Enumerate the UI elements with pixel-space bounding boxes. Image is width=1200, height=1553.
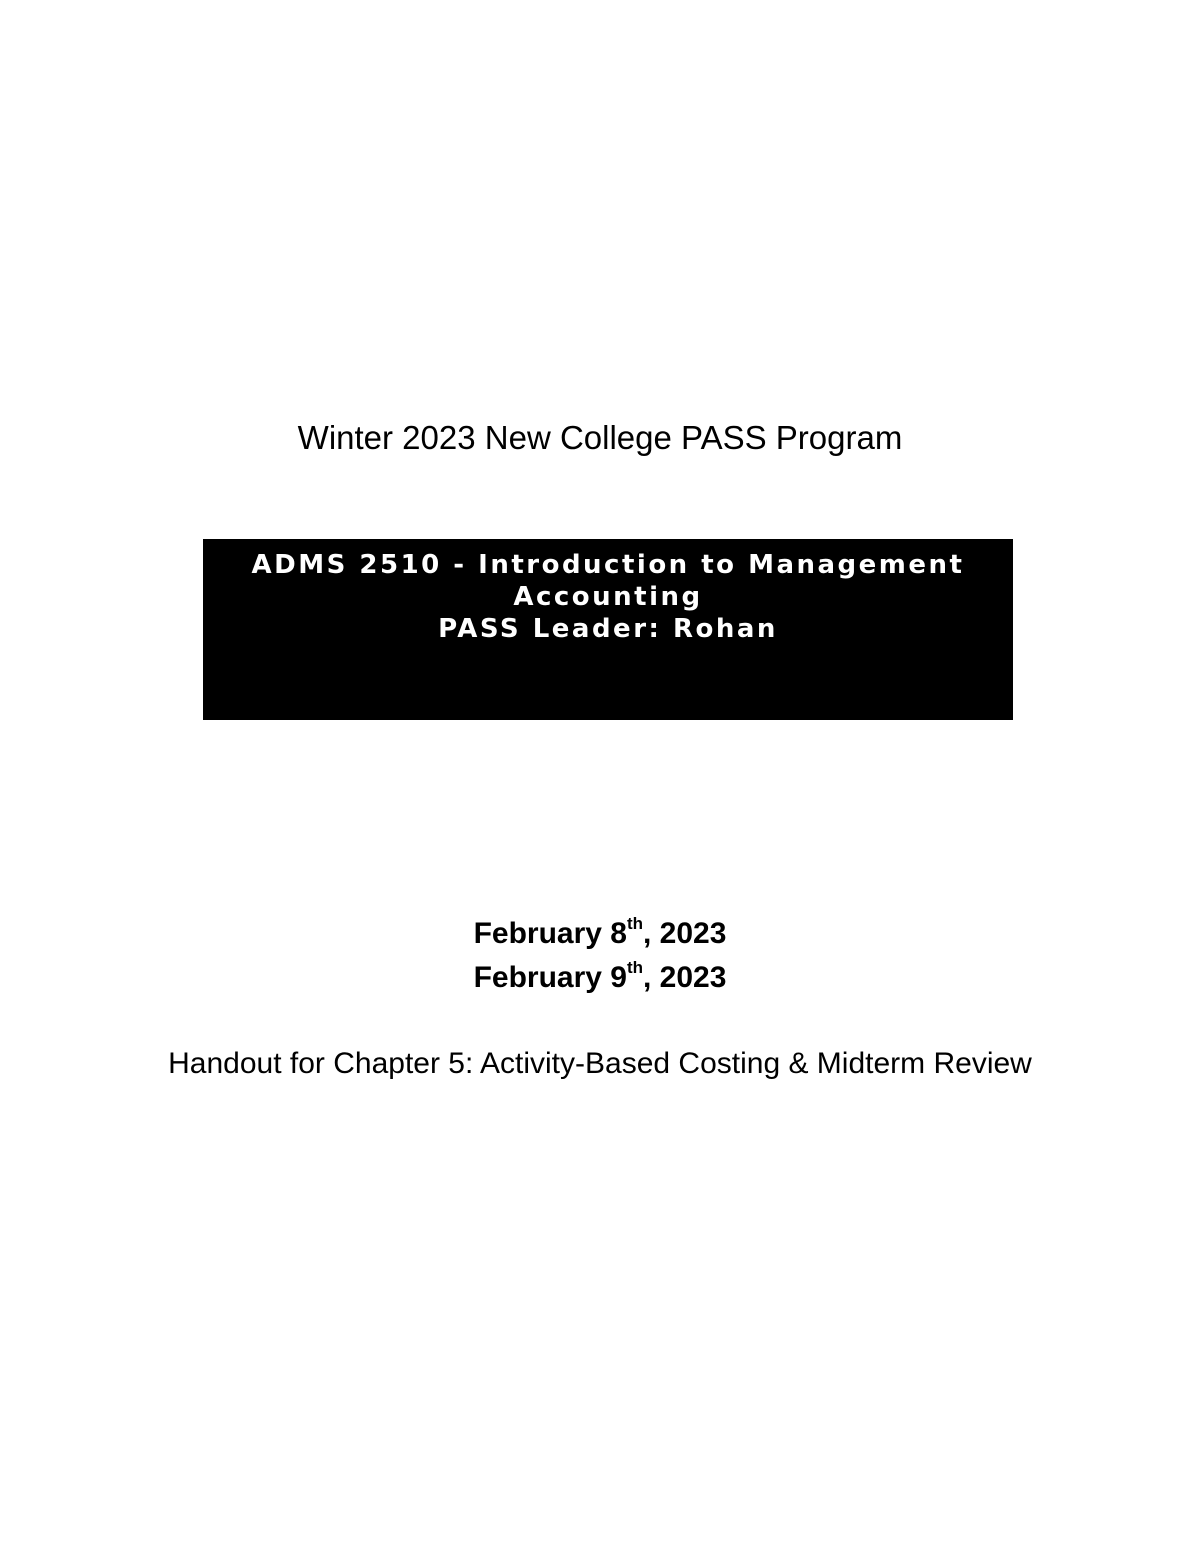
course-title-box <box>203 539 1013 720</box>
session-dates <box>0 912 1200 1000</box>
session-date-2-year: , 2023 <box>643 961 727 994</box>
pass-leader: PASS Leader: Rohan <box>438 614 778 644</box>
course-name: ADMS 2510 - Introduction to Management Accounting <box>251 550 965 612</box>
session-date-1 <box>0 912 1200 956</box>
session-date-1-year: , 2023 <box>643 917 727 950</box>
session-date-2 <box>0 956 1200 1000</box>
handout-title: Handout for Chapter 5: Activity-Based Costing & Midterm Review <box>168 1047 1032 1080</box>
session-date-1-suffix: th <box>626 914 644 933</box>
session-date-2-month-day: February 9 <box>473 961 627 994</box>
session-date-1-month-day: February 8 <box>473 917 627 950</box>
program-title: Winter 2023 New College PASS Program <box>297 419 903 456</box>
session-date-2-suffix: th <box>626 958 644 977</box>
